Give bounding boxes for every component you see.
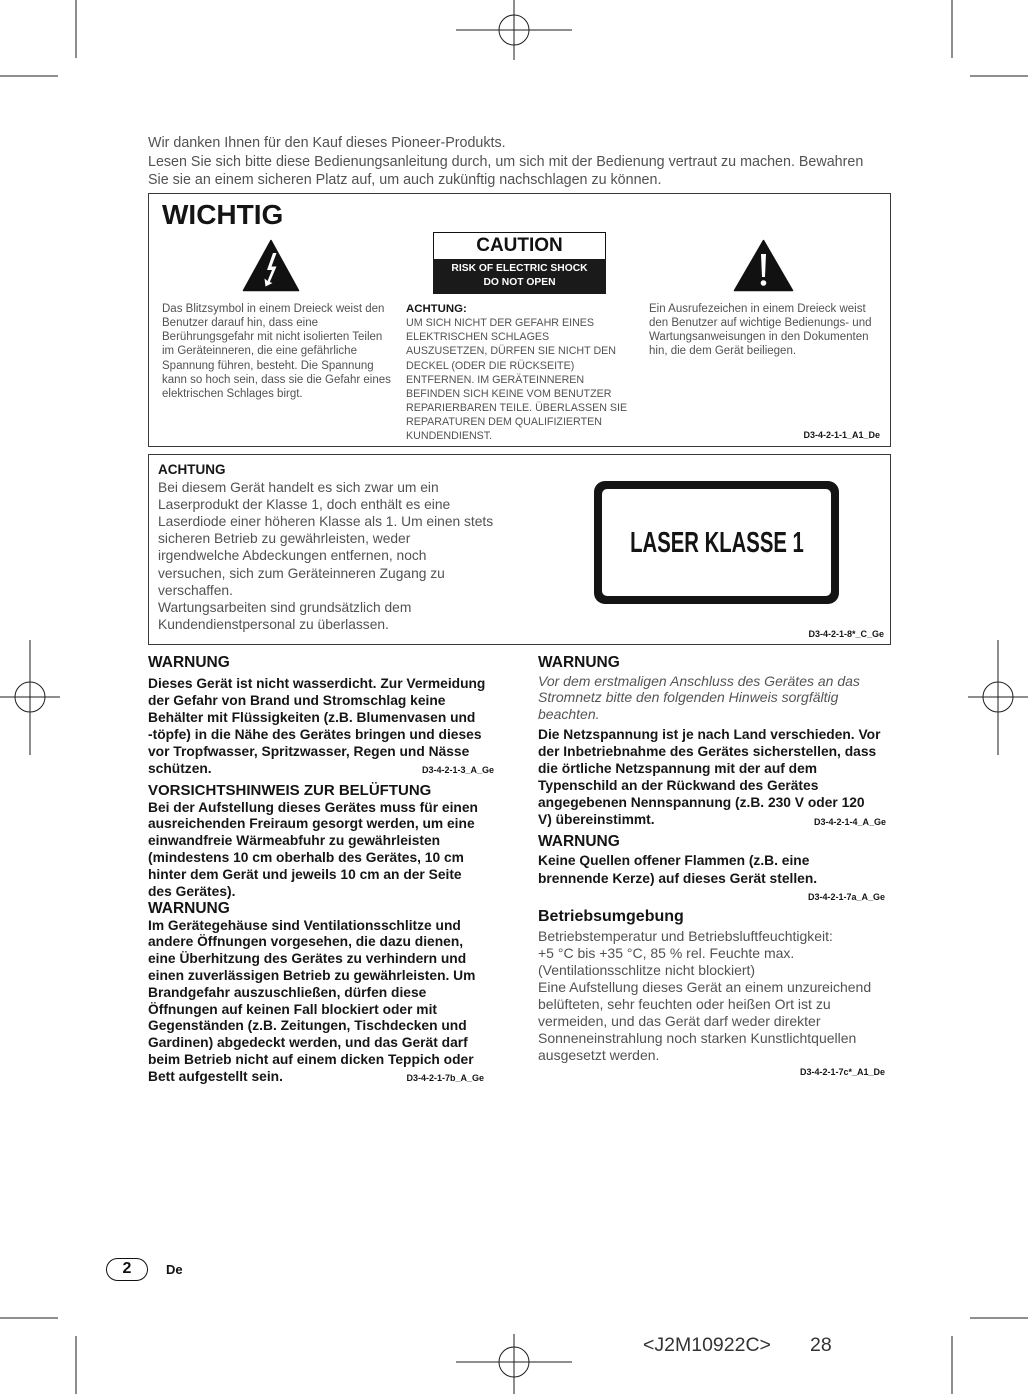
text-line: schützen. xyxy=(148,760,212,776)
reference-code: D3-4-2-1-7a_A_Ge xyxy=(807,892,885,902)
text-line: -töpfe) in die Nähe des Gerätes bringen und dieses xyxy=(148,726,482,742)
text-line: im Geräteinneren, die eine gefährliche xyxy=(162,345,357,358)
flame-warning-heading: WARNUNG xyxy=(538,833,620,850)
crop-mark-bottom-right xyxy=(952,1318,1028,1394)
text-line: der Gefahr von Brand und Stromschlag keine xyxy=(148,692,446,708)
text-line: vermeiden, und das Gerät darf weder direkter xyxy=(538,1012,821,1029)
exclamation-triangle-icon xyxy=(733,239,794,292)
text-line: Bei der Aufstellung dieses Gerätes muss für einen xyxy=(148,799,478,815)
lightning-triangle-icon xyxy=(242,239,300,292)
text-line: Behälter mit Flüssigkeiten (z.B. Blumenvasen und xyxy=(148,709,476,725)
environment-heading: Betriebsumgebung xyxy=(538,908,684,925)
ventilation-warning-heading: WARNUNG xyxy=(148,900,230,917)
page-number: 2 xyxy=(106,1258,148,1281)
text-line: Typenschild an der Rückwand des Gerätes xyxy=(538,777,819,793)
text-line: Benutzer darauf hin, dass eine xyxy=(162,317,318,330)
text-line: die örtliche Netzspannung mit der auf dem xyxy=(538,760,818,776)
text-line: elektrischen Schlages birgt. xyxy=(162,387,303,400)
caution-subtitle xyxy=(433,259,606,294)
text-line: Bett aufgestellt sein. xyxy=(148,1068,283,1084)
text-line: ENTFERNEN. IM GERÄTEINNEREN xyxy=(406,373,585,386)
text-line: Ein Ausrufezeichen in einem Dreieck weist xyxy=(649,303,866,315)
laser-warning-text xyxy=(158,461,493,633)
text-line: ausgesetzt werden. xyxy=(538,1047,660,1064)
registration-mark-right xyxy=(968,640,1028,755)
text-line: ELEKTRISCHEN SCHLAGES xyxy=(406,331,550,344)
text-line: der Inbetriebnahme des Gerätes sicherstellen, dass xyxy=(538,743,877,759)
text-line: einwandfreie Wärmeabfuhr zu gewährleisten xyxy=(148,833,441,849)
text-line: Eine Aufstellung dieses Gerät an einem unzureichend xyxy=(538,978,872,995)
caution-line: RISK OF ELECTRIC SHOCK xyxy=(451,263,588,274)
laser-class-label-inner xyxy=(602,489,831,596)
text-line: versuchen, sich zum Geräteinneren Zugang zu xyxy=(158,565,445,581)
language-code: De xyxy=(166,1262,183,1277)
ventilation-warning-text xyxy=(148,918,475,1086)
environment-text xyxy=(538,928,871,1065)
caution-line: DO NOT OPEN xyxy=(483,276,556,288)
laser-class-label xyxy=(594,481,839,604)
laser-class-text: LASER KLASSE 1 xyxy=(629,526,804,559)
exclamation-explanation xyxy=(649,302,872,359)
text-line: Keine Quellen offener Flammen (z.B. eine xyxy=(538,853,810,868)
text-line: hinter dem Gerät und jeweils 10 cm an der Seite xyxy=(148,866,462,882)
reference-code: D3-4-2-1-8*_C_Ge xyxy=(808,629,884,639)
registration-mark-top xyxy=(456,0,572,60)
text-line: angegebenen Nennspannung (z.B. 230 V oder 120 xyxy=(538,794,865,810)
text-line: Wartungsanweisungen in den Dokumenten xyxy=(649,331,869,344)
reference-code: D3-4-2-1-4_A_Ge xyxy=(813,817,886,827)
text-line: KUNDENDIENST. xyxy=(406,430,493,443)
text-line: REPARATUREN DEM QUALIFIZIERTEN xyxy=(406,416,602,429)
caution-explanation xyxy=(406,302,627,444)
text-line: Stromnetz bitte den folgenden Hinweis sorgfältig xyxy=(538,689,839,706)
ventilation-notice-text xyxy=(148,800,478,901)
text-line: des Gerätes). xyxy=(148,883,236,899)
reference-code: D3-4-2-1-7c*_A1_De xyxy=(799,1067,885,1077)
sheet-number: 28 xyxy=(810,1334,832,1356)
registration-mark-left xyxy=(0,640,60,755)
text-line: Kundendienstpersonal zu überlassen. xyxy=(158,617,389,633)
text-line: Im Gerätegehäuse sind Ventilationsschlitze und xyxy=(148,917,461,933)
registration-mark-bottom xyxy=(456,1334,572,1394)
text-line: V) übereinstimmt. xyxy=(538,811,655,827)
crop-mark-bottom-left xyxy=(0,1318,76,1394)
document-code: <J2M10922C> xyxy=(643,1334,771,1356)
intro-line: Wir danken Ihnen für den Kauf dieses Pioneer-Produkts. xyxy=(148,135,506,151)
voltage-warning-heading: WARNUNG xyxy=(538,654,620,671)
text-line: ausreichenden Freiraum gesorgt werden, um eine xyxy=(148,816,475,832)
text-line: Berührungsgefahr mit nicht isolierten Teilen xyxy=(162,331,383,344)
text-line: Öffnungen auf keinen Fall blockiert oder mit xyxy=(148,1001,438,1017)
crop-mark-top-left xyxy=(0,0,76,76)
water-warning-text xyxy=(148,675,485,777)
text-line: Bei diesem Gerät handelt es sich zwar um ein xyxy=(158,479,439,495)
text-line: (mindestens 10 cm oberhalb des Gerätes, 10 cm xyxy=(148,849,464,865)
reference-code: D3-4-2-1-1_A1_De xyxy=(803,430,880,440)
text-line: Wartungsarbeiten sind grundsätzlich dem xyxy=(158,600,412,616)
water-warning-heading: WARNUNG xyxy=(148,654,230,671)
text-line: vor Tropfwasser, Spritzwasser, Regen und Nässe xyxy=(148,743,470,759)
laser-warning-heading: ACHTUNG xyxy=(158,462,226,478)
text-line: AUSZUSETZEN, DÜRFEN SIE NICHT DEN xyxy=(406,345,617,358)
intro-line: Sie sie an einem sicheren Platz auf, um auch zukünftig nachschlagen zu können. xyxy=(148,172,662,188)
text-line: Sonneneinstrahlung noch starken Kunstlichtquellen xyxy=(538,1030,857,1047)
text-line: DECKEL (ODER DIE RÜCKSEITE) xyxy=(406,359,575,372)
text-line: kann so hoch sein, dass sie die Gefahr eines xyxy=(162,373,391,386)
text-line: REPARIERBAREN TEILE. ÜBERLASSEN SIE xyxy=(406,402,628,415)
crop-mark-top-right xyxy=(952,0,1028,76)
text-line: +5 °C bis +35 °C, 85 % rel. Feuchte max. xyxy=(538,944,795,961)
text-line: beachten. xyxy=(538,705,600,722)
intro-line: Lesen Sie sich bitte diese Bedienungsanleitung durch, um sich mit der Bedienung vertraut zu machen. Bewahren xyxy=(148,153,864,170)
text-line: verschaffen. xyxy=(158,582,233,598)
text-line: Dieses Gerät ist nicht wasserdicht. Zur Vermeidung xyxy=(148,675,486,691)
text-line: sicheren Betrieb zu gewährleisten, weder xyxy=(158,531,411,547)
text-line: hin, die dem Gerät beiliegen. xyxy=(649,345,797,358)
voltage-warning-text xyxy=(538,726,880,828)
caution-label xyxy=(433,232,606,294)
important-title: WICHTIG xyxy=(162,199,284,230)
flame-warning-text xyxy=(538,852,817,888)
text-line: Gardinen) abgedeckt werden, und das Gerät darf xyxy=(148,1035,468,1051)
ventilation-notice-heading: VORSICHTSHINWEIS ZUR BELÜFTUNG xyxy=(148,782,432,799)
caution-explanation-heading: ACHTUNG: xyxy=(406,303,467,315)
text-line: (Ventilationsschlitze nicht blockiert) xyxy=(538,961,756,978)
lightning-explanation xyxy=(162,302,391,401)
text-line: irgendwelche Abdeckungen entfernen, noch xyxy=(158,548,427,564)
text-line: Brandgefahr auszuschließen, dürfen diese xyxy=(148,984,427,1000)
text-line: Laserprodukt der Klasse 1, doch enthält es eine xyxy=(158,496,451,512)
text-line: BEFINDEN SICH KEINE VOM BENUTZER xyxy=(406,387,612,400)
text-line: brennende Kerze) auf dieses Gerät stellen. xyxy=(538,871,818,886)
text-line: Betriebstemperatur und Betriebsluftfeuchtigkeit: xyxy=(538,927,833,944)
text-line: andere Öffnungen vorgesehen, die dazu dienen, xyxy=(148,934,464,950)
text-line: Spannung führen, besteht. Die Spannung xyxy=(162,359,374,372)
text-line: Gegenständen (z.B. Zeitungen, Tischdecken und xyxy=(148,1018,467,1034)
caution-title: CAUTION xyxy=(433,232,606,259)
text-line: eine Überhitzung des Gerätes zu verhindern und xyxy=(148,951,467,967)
text-line: Die Netzspannung ist je nach Land verschieden. Vor xyxy=(538,726,881,742)
text-line: den Benutzer auf wichtige Bedienungs- und xyxy=(649,317,872,330)
text-line: beim Betrieb nicht auf einem dicken Teppich oder xyxy=(148,1051,474,1067)
text-line: belüfteten, sehr feuchten oder heißen Ort ist zu xyxy=(538,995,831,1012)
text-line: Vor dem erstmaligen Anschluss des Gerätes an das xyxy=(538,672,860,689)
text-line: Laserdiode einer höheren Klasse als 1. Um einen stets xyxy=(158,514,494,529)
intro-text xyxy=(148,134,863,190)
reference-code: D3-4-2-1-3_A_Ge xyxy=(421,765,494,775)
text-line: UM SICH NICHT DER GEFAHR EINES xyxy=(406,317,595,330)
text-line: Das Blitzsymbol in einem Dreieck weist den xyxy=(162,303,385,315)
text-line: einen zuverlässigen Betrieb zu gewährleisten. Um xyxy=(148,967,476,983)
voltage-warning-intro xyxy=(538,673,860,723)
reference-code: D3-4-2-1-7b_A_Ge xyxy=(406,1073,484,1083)
